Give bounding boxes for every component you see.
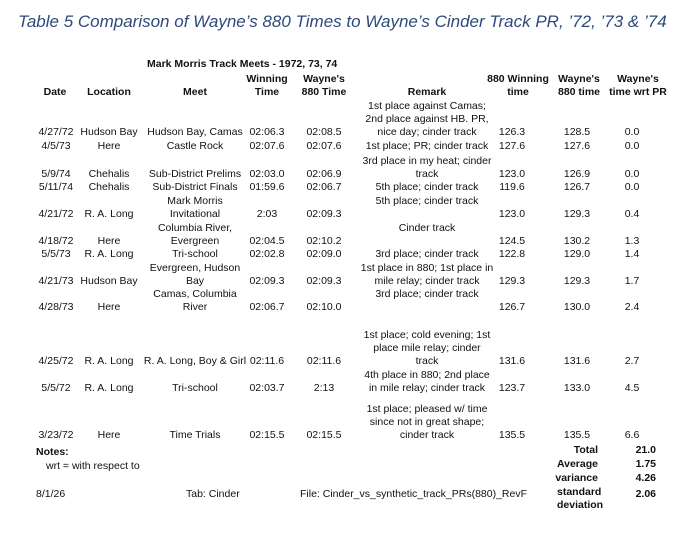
cell-meet — [142, 248, 248, 261]
cell-winning-time: 02:11.6 — [249, 355, 285, 367]
cell-remark — [352, 329, 502, 368]
table-caption: Table 5 Comparison of Wayne’s 880 Times to Wayne’s Cinder Track PR, ’72, ’73 & ’74 — [18, 12, 667, 31]
cell-date: 4/18/72 — [38, 235, 74, 247]
file-label: File: Cinder_vs_synthetic_track_PRs(880)_RevF — [300, 488, 528, 500]
cell-remark-line: Cinder track — [398, 222, 456, 234]
cell-waynes-880-time: 02:08.5 — [306, 126, 342, 138]
cell-remark-line: mile relay; cinder track — [374, 275, 480, 287]
cell-waynes-880-seconds: 130.0 — [563, 301, 591, 313]
cell-date: 4/5/73 — [41, 140, 71, 152]
cell-date: 5/5/72 — [41, 382, 71, 394]
cell-remark-line: 1st place against Camas; — [368, 100, 486, 112]
cell-winning-time: 02:04.5 — [249, 235, 285, 247]
cell-date: 3/23/72 — [38, 429, 74, 441]
header-location: Location — [87, 86, 131, 98]
cell-location: Here — [97, 140, 121, 152]
sheet-title: Mark Morris Track Meets - 1972, 73, 74 — [147, 58, 338, 70]
cell-880-winning-seconds: 135.5 — [498, 429, 526, 441]
cell-winning-time: 02:06.7 — [249, 301, 285, 313]
cell-meet-line: Bay — [185, 275, 205, 287]
cell-location: Here — [97, 429, 121, 441]
cell-wrt-pr: 0.4 — [624, 208, 640, 220]
cell-date: 4/25/72 — [38, 355, 74, 367]
cell-meet-line: Hudson Bay, Camas — [147, 126, 243, 138]
cell-winning-time: 02:07.6 — [249, 140, 285, 152]
cell-880-winning-seconds: 126.3 — [498, 126, 526, 138]
cell-remark-line: 4th place in 880; 2nd place — [364, 369, 490, 381]
cell-meet-line: River — [182, 301, 208, 313]
cell-waynes-880-time: 02:10.0 — [306, 301, 342, 313]
cell-remark — [352, 100, 502, 139]
cell-remark — [352, 369, 502, 395]
stat-stddev-label: standard deviation — [557, 486, 604, 511]
header-waynes-880-time-s: Wayne's 880 time — [557, 73, 601, 98]
cell-remark-line: 5th place; cinder track — [375, 195, 479, 207]
cell-date: 5/9/74 — [41, 168, 71, 180]
cell-880-winning-seconds: 129.3 — [498, 275, 526, 287]
cell-waynes-880-seconds: 133.0 — [563, 382, 591, 394]
cell-remark-line: in mile relay; cinder track — [368, 382, 486, 394]
cell-waynes-880-time: 02:09.0 — [306, 248, 342, 260]
cell-date: 4/28/73 — [38, 301, 74, 313]
cell-wrt-pr: 0.0 — [624, 168, 640, 180]
cell-remark-line: place mile relay; cinder — [373, 342, 481, 354]
cell-meet — [142, 195, 248, 221]
cell-location: R. A. Long — [84, 355, 134, 367]
cell-remark-line: 2nd place against HB. PR, — [365, 113, 489, 125]
cell-meet — [142, 382, 248, 395]
cell-waynes-880-seconds: 135.5 — [563, 429, 591, 441]
stat-average-label: Average — [556, 458, 598, 470]
cell-remark-line: 5th place; cinder track — [375, 181, 479, 193]
cell-880-winning-seconds: 123.0 — [498, 168, 526, 180]
cell-meet — [142, 126, 248, 139]
cell-winning-time: 2:03 — [256, 208, 278, 220]
cell-wrt-pr: 1.4 — [624, 248, 640, 260]
stat-average-value: 1.75 — [635, 458, 656, 470]
cell-meet — [142, 355, 248, 368]
cell-waynes-880-seconds: 129.3 — [563, 208, 591, 220]
cell-winning-time: 02:03.7 — [249, 382, 285, 394]
cell-date: 4/27/72 — [38, 126, 74, 138]
cell-waynes-880-time: 02:09.3 — [306, 275, 342, 287]
cell-waynes-880-time: 02:06.9 — [306, 168, 342, 180]
cell-remark-line: 1st place; PR; cinder track — [365, 140, 489, 152]
cell-date: 5/11/74 — [38, 181, 74, 193]
cell-remark-line: track — [415, 355, 439, 367]
cell-meet-line: Columbia River, — [157, 222, 233, 234]
cell-location: R. A. Long — [84, 382, 134, 394]
cell-remark-line: since not in great shape; — [369, 416, 485, 428]
cell-meet — [142, 140, 248, 153]
cell-meet-line: Evergreen — [170, 235, 220, 247]
cell-remark — [352, 140, 502, 153]
cell-meet-line: Evergreen, Hudson — [149, 262, 241, 274]
cell-location: Hudson Bay — [80, 126, 138, 138]
cell-location: Chehalis — [88, 168, 130, 180]
cell-waynes-880-time: 02:15.5 — [306, 429, 342, 441]
tab-label: Tab: Cinder — [186, 488, 240, 500]
cell-location: R. A. Long — [84, 208, 134, 220]
cell-880-winning-seconds: 122.8 — [498, 248, 526, 260]
cell-remark-line: 1st place; pleased w/ time — [366, 403, 488, 415]
cell-waynes-880-time: 2:13 — [313, 382, 335, 394]
cell-880-winning-seconds: 123.7 — [498, 382, 526, 394]
cell-wrt-pr: 2.7 — [624, 355, 640, 367]
cell-waynes-880-seconds: 126.7 — [563, 181, 591, 193]
cell-wrt-pr: 1.3 — [624, 235, 640, 247]
cell-wrt-pr: 4.5 — [624, 382, 640, 394]
stat-variance-label: variance — [555, 472, 598, 484]
cell-location: Chehalis — [88, 181, 130, 193]
cell-waynes-880-seconds: 129.3 — [563, 275, 591, 287]
cell-meet-line: Camas, Columbia — [153, 288, 237, 300]
cell-wrt-pr: 0.0 — [624, 140, 640, 152]
cell-wrt-pr: 0.0 — [624, 181, 640, 193]
cell-waynes-880-seconds: 131.6 — [563, 355, 591, 367]
cell-wrt-pr: 6.6 — [624, 429, 640, 441]
cell-remark-line: track — [415, 168, 439, 180]
cell-880-winning-seconds: 124.5 — [498, 235, 526, 247]
stat-total-label: Total — [573, 444, 598, 456]
cell-meet — [142, 429, 248, 442]
cell-remark — [352, 288, 502, 301]
cell-wrt-pr: 1.7 — [624, 275, 640, 287]
stat-stddev-value: 2.06 — [635, 488, 656, 500]
cell-meet-line: R. A. Long, Boy & Girl — [143, 355, 247, 367]
cell-waynes-880-seconds: 130.2 — [563, 235, 591, 247]
cell-winning-time: 02:03.0 — [249, 168, 285, 180]
cell-meet — [142, 288, 248, 314]
cell-remark — [352, 262, 502, 288]
cell-location: R. A. Long — [84, 248, 134, 260]
header-waynes-880-time: Wayne's 880 Time — [301, 73, 347, 98]
cell-waynes-880-time: 02:11.6 — [306, 355, 342, 367]
cell-remark — [352, 403, 502, 442]
cell-winning-time: 02:15.5 — [249, 429, 285, 441]
cell-880-winning-seconds: 126.7 — [498, 301, 526, 313]
wrt-note: wrt = with respect to — [46, 460, 140, 472]
stat-total-value: 21.0 — [635, 444, 656, 456]
cell-meet — [142, 168, 248, 181]
cell-remark-line: 3rd place in my heat; cinder — [362, 155, 492, 167]
cell-meet — [142, 222, 248, 248]
cell-remark-line: 1st place; cold evening; 1st — [363, 329, 491, 341]
cell-remark — [352, 181, 502, 194]
cell-date: 4/21/73 — [38, 275, 74, 287]
header-waynes-time-wrt-pr: Wayne's time wrt PR — [609, 73, 667, 98]
cell-meet — [142, 181, 248, 194]
cell-location: Here — [97, 235, 121, 247]
footer-date: 8/1/26 — [36, 488, 66, 500]
notes-label: Notes: — [36, 446, 69, 458]
cell-winning-time: 01:59.6 — [249, 181, 285, 193]
cell-waynes-880-seconds: 127.6 — [563, 140, 591, 152]
cell-880-winning-seconds: 131.6 — [498, 355, 526, 367]
cell-date: 4/21/72 — [38, 208, 74, 220]
cell-meet-line: Mark Morris — [167, 195, 223, 207]
cell-remark-line: cinder track — [399, 429, 455, 441]
header-remark: Remark — [407, 86, 447, 98]
cell-remark — [352, 248, 502, 261]
cell-remark-line: 1st place in 880; 1st place in — [360, 262, 494, 274]
header-880-winning-time: 880 Winning time — [487, 73, 549, 98]
cell-880-winning-seconds: 127.6 — [498, 140, 526, 152]
cell-waynes-880-seconds: 126.9 — [563, 168, 591, 180]
stat-variance-value: 4.26 — [635, 472, 656, 484]
cell-wrt-pr: 2.4 — [624, 301, 640, 313]
cell-waynes-880-time: 02:09.3 — [306, 208, 342, 220]
cell-remark-line: nice day; cinder track — [377, 126, 477, 138]
cell-remark-line: 3rd place; cinder track — [375, 288, 479, 300]
header-winning-time: Winning Time — [246, 73, 288, 98]
cell-waynes-880-time: 02:07.6 — [306, 140, 342, 152]
cell-location: Here — [97, 301, 121, 313]
cell-880-winning-seconds: 123.0 — [498, 208, 526, 220]
cell-waynes-880-time: 02:06.7 — [306, 181, 342, 193]
cell-wrt-pr: 0.0 — [624, 126, 640, 138]
header-meet: Meet — [183, 86, 207, 98]
cell-meet — [142, 262, 248, 288]
cell-880-winning-seconds: 119.6 — [499, 181, 525, 193]
cell-winning-time: 02:06.3 — [249, 126, 285, 138]
cell-meet-line: Sub-District Finals — [152, 181, 238, 193]
cell-remark-line: 3rd place; cinder track — [375, 248, 479, 260]
cell-waynes-880-time: 02:10.2 — [306, 235, 342, 247]
cell-remark — [352, 155, 502, 181]
cell-winning-time: 02:02.8 — [249, 248, 285, 260]
cell-winning-time: 02:09.3 — [249, 275, 285, 287]
cell-meet-line: Tri-school — [172, 248, 218, 260]
cell-meet-line: Invitational — [169, 208, 221, 220]
cell-waynes-880-seconds: 128.5 — [563, 126, 591, 138]
cell-meet-line: Castle Rock — [166, 140, 224, 152]
cell-waynes-880-seconds: 129.0 — [563, 248, 591, 260]
cell-meet-line: Sub-District Prelims — [148, 168, 242, 180]
header-date: Date — [43, 86, 67, 98]
cell-remark — [352, 195, 502, 208]
cell-date: 5/5/73 — [41, 248, 71, 260]
cell-meet-line: Time Trials — [169, 429, 221, 441]
cell-location: Hudson Bay — [80, 275, 138, 287]
cell-remark — [352, 222, 502, 235]
cell-meet-line: Tri-school — [172, 382, 218, 394]
